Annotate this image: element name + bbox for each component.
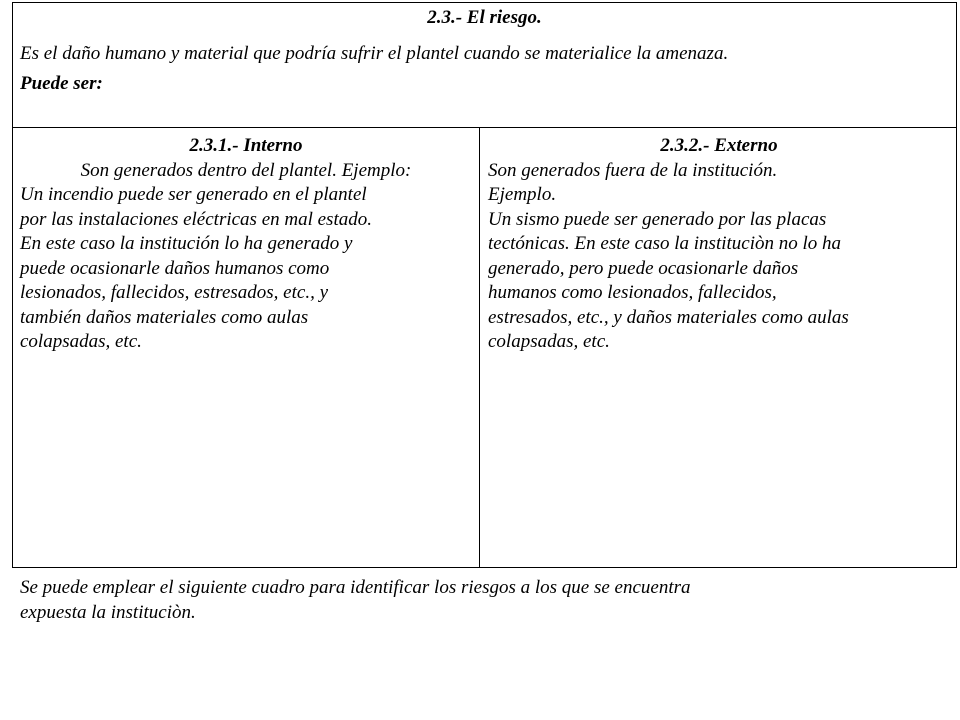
internal-title: 2.3.1.- Interno (189, 135, 303, 156)
internal-line: por las instalaciones eléctricas en mal estado. (20, 208, 372, 230)
section-title: 2.3.- El riesgo. (427, 7, 542, 28)
external-line: Un sismo puede ser generado por las placas (488, 208, 827, 230)
footer-line: expuesta la instituciòn. (20, 601, 196, 623)
external-line: Ejemplo. (488, 184, 557, 205)
internal-line: lesionados, fallecidos, estresados, etc., y (20, 282, 328, 303)
internal-line: puede ocasionarle daños humanos como (20, 257, 330, 279)
external-line: colapsadas, etc. (488, 331, 610, 352)
external-line: humanos como lesionados, fallecidos, (488, 282, 777, 303)
internal-line: Un incendio puede ser generado en el plantel (20, 184, 367, 205)
internal-line: colapsadas, etc. (20, 331, 142, 352)
external-line: generado, pero puede ocasionarle daños (488, 257, 799, 279)
internal-risk-column (20, 134, 472, 355)
external-line: estresados, etc., y daños materiales como aulas (488, 306, 849, 328)
column-divider (479, 127, 480, 568)
footer-paragraph (20, 576, 691, 625)
internal-line: En este caso la institución lo ha generado y (20, 233, 353, 254)
internal-line: Son generados dentro del plantel. Ejemplo: (80, 159, 412, 181)
external-line: Son generados fuera de la institución. (488, 159, 778, 181)
external-title: 2.3.2.- Externo (660, 135, 778, 156)
external-risk-column (488, 134, 950, 355)
footer-line: Se puede emplear el siguiente cuadro para identificar los riesgos a los que se encuentra (20, 577, 691, 598)
internal-line: también daños materiales como aulas (20, 306, 309, 328)
external-line: tectónicas. En este caso la instituciòn no lo ha (488, 233, 842, 254)
definition-text: Es el daño humano y material que podría sufrir el plantel cuando se materialice la amenaza. (20, 43, 729, 64)
puede-ser-label: Puede ser: (20, 73, 103, 94)
